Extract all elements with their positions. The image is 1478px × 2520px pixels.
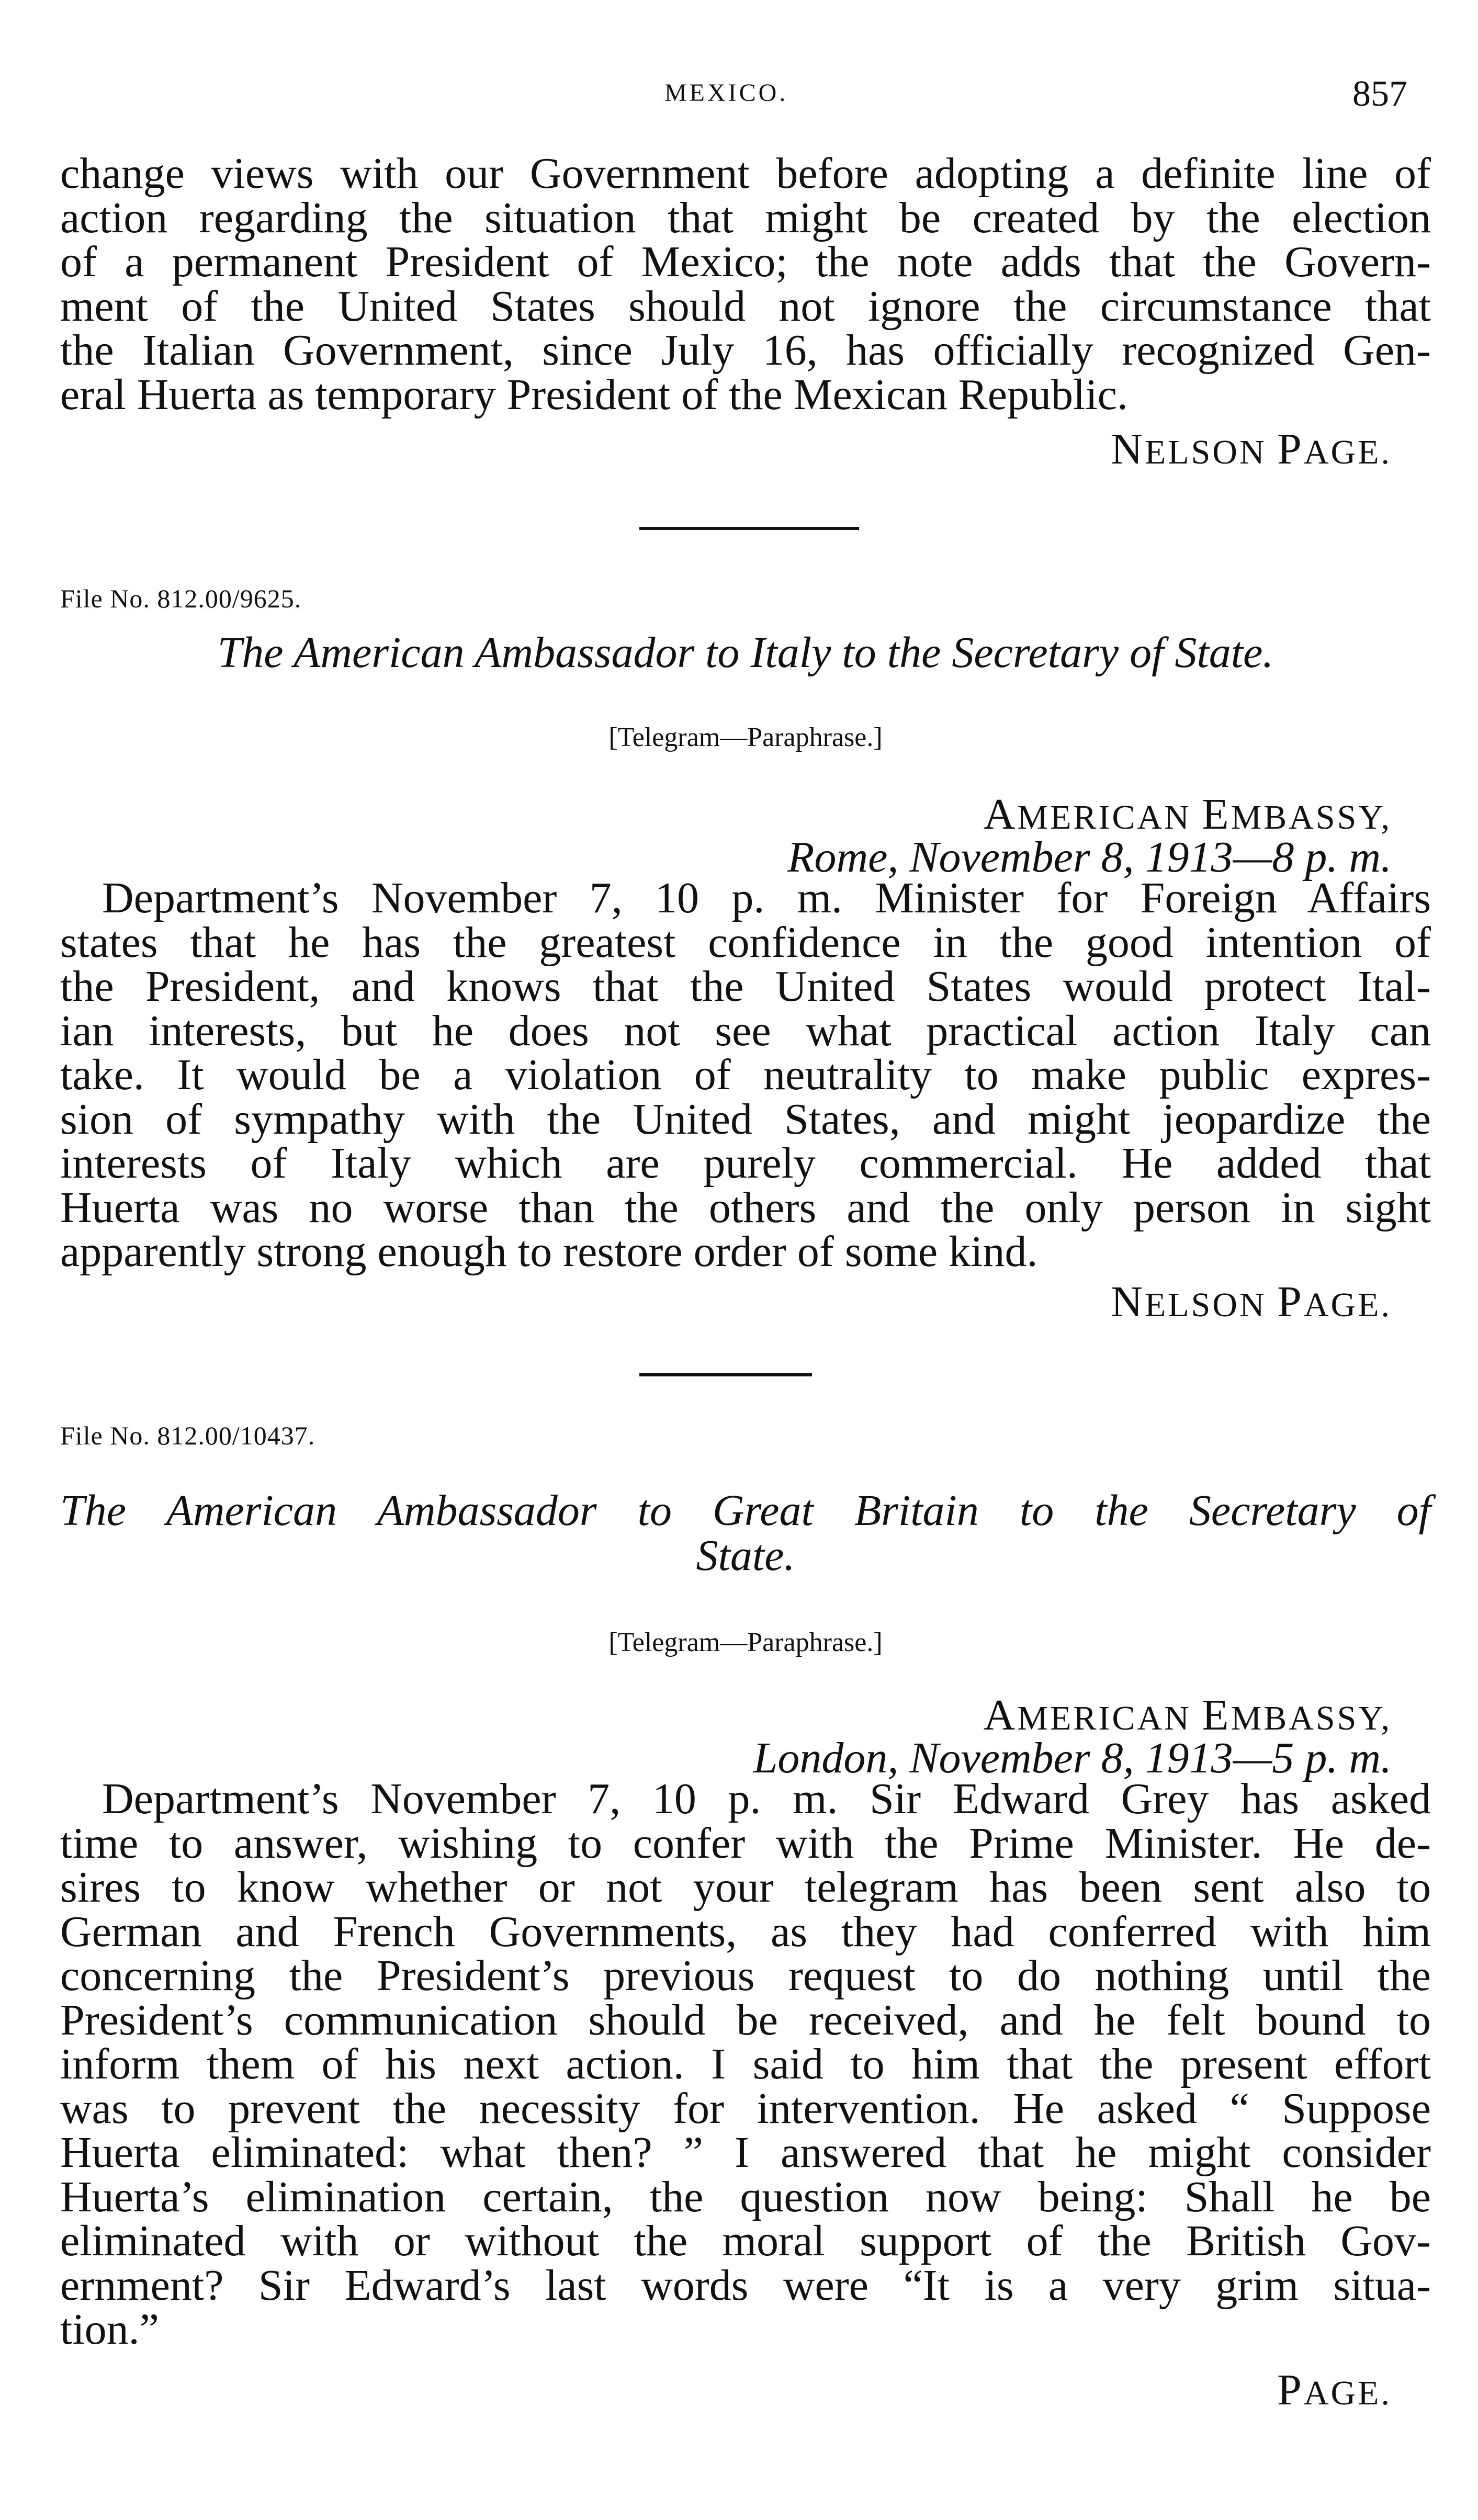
- text-line: take. It would be a violation of neutrality to make public expres-: [60, 1050, 1431, 1099]
- text-line: ernment? Sir Edward’s last words were “It is a very grim situa-: [60, 2261, 1431, 2310]
- text-line: tion.”: [60, 2305, 159, 2354]
- telegram-body: [60, 1777, 1431, 2352]
- text-line: interests of Italy which are purely commercial. He added that: [60, 1139, 1431, 1188]
- text-line: Huerta’s elimination certain, the question now being: Shall he be: [60, 2172, 1431, 2221]
- file-number: File No. 812.00/9625.: [60, 584, 302, 613]
- text-line: action regarding the situation that might be created by the election: [60, 193, 1431, 242]
- title-line: The American Ambassador to Great Britain to the Secretary of: [60, 1486, 1431, 1535]
- signature: PAGE.: [1277, 2366, 1392, 2414]
- text-line: German and French Governments, as they had conferred with him: [60, 1907, 1431, 1956]
- telegram-note: [Telegram—Paraphrase.]: [608, 722, 883, 752]
- text-line: Huerta eliminated: what then? ” I answered that he might consider: [60, 2128, 1431, 2177]
- text-line: inform them of his next action. I said to him that the present effort: [60, 2040, 1431, 2088]
- place-date: Rome, November 8, 1913—8 p. m.: [787, 833, 1392, 882]
- text-line: time to answer, wishing to confer with the Prime Minister. He de-: [60, 1818, 1431, 1868]
- text-line: Huerta was no worse than the others and the only person in sight: [60, 1183, 1431, 1232]
- text-line: was to prevent the necessity for intervention. He asked “ Suppose: [60, 2084, 1431, 2133]
- intro-paragraph: [60, 149, 1431, 419]
- running-title: MEXICO.: [664, 79, 788, 107]
- title-line: State.: [696, 1531, 795, 1580]
- text-line: states that he has the greatest confidence in the good intention of: [60, 918, 1431, 967]
- telegram-body: [60, 876, 1431, 1274]
- text-line: of a permanent President of Mexico; the note adds that the Govern-: [60, 238, 1431, 286]
- embassy-heading: AMERICAN EMBASSY,: [983, 790, 1392, 839]
- text-line: eral Huerta as temporary President of the Mexican Republic.: [60, 370, 1128, 419]
- text-line: ment of the United States should not ignore the circumstance that: [60, 281, 1431, 331]
- signature: NELSON PAGE.: [1111, 1278, 1392, 1326]
- text-line: sires to know whether or not your telegram has been sent also to: [60, 1863, 1431, 1912]
- text-line: eliminated with or without the moral support of the British Gov-: [60, 2217, 1431, 2265]
- text-line: change views with our Government before adopting a definite line of: [60, 149, 1431, 198]
- text-line: concerning the President’s previous request to do nothing until the: [60, 1951, 1431, 2000]
- text-line: sion of sympathy with the United States, and might jeopardize the: [60, 1094, 1431, 1144]
- document-title: [60, 1488, 1431, 1578]
- section-divider: [639, 527, 859, 530]
- text-line: apparently strong enough to restore order of some kind.: [60, 1227, 1038, 1276]
- file-number: File No. 812.00/10437.: [60, 1421, 315, 1450]
- text-line: Department’s November 7, 10 p. m. Sir Edward Grey has asked: [102, 1775, 1431, 1823]
- section-divider: [639, 1373, 812, 1376]
- text-line: President’s communication should be received, and he felt bound to: [60, 1995, 1431, 2044]
- embassy-heading: AMERICAN EMBASSY,: [983, 1691, 1392, 1739]
- document-title: The American Ambassador to Italy to the Secretary of State.: [217, 628, 1274, 677]
- text-line: the Italian Government, since July 16, has officially recognized Gen-: [60, 326, 1431, 375]
- text-line: the President, and knows that the United States would protect Ital-: [60, 962, 1431, 1011]
- page-number: 857: [1352, 74, 1407, 114]
- text-line: ian interests, but he does not see what practical action Italy can: [60, 1006, 1431, 1055]
- text-line: Department’s November 7, 10 p. m. Minister for Foreign Affairs: [102, 874, 1431, 922]
- telegram-note: [Telegram—Paraphrase.]: [608, 1628, 883, 1657]
- place-date: London, November 8, 1913—5 p. m.: [753, 1734, 1392, 1782]
- signature: NELSON PAGE.: [1111, 425, 1392, 473]
